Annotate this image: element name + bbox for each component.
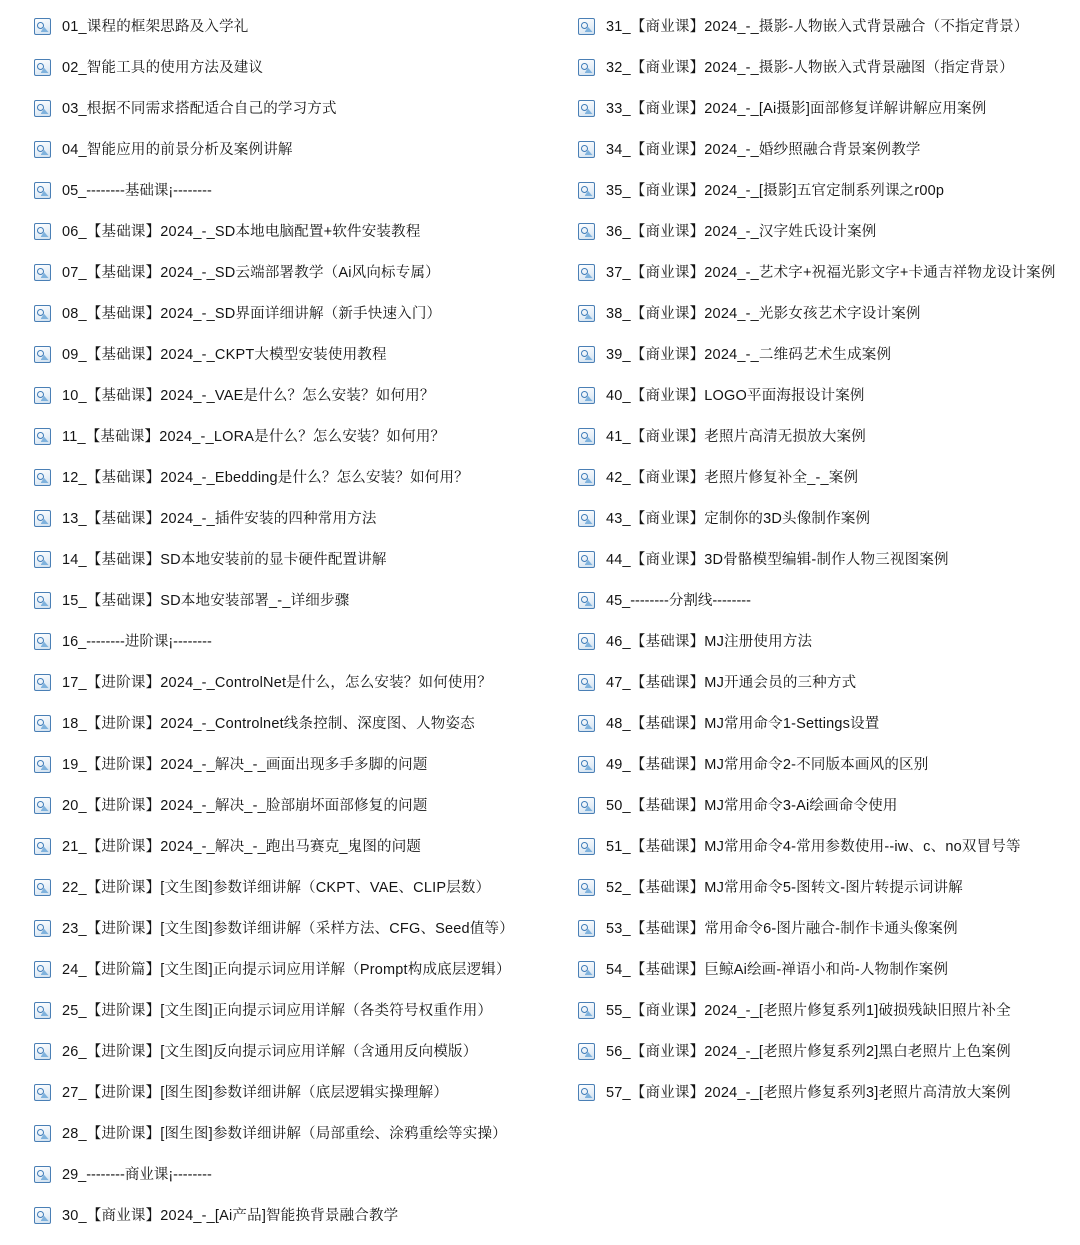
list-item-label: 09_【基础课】2024_-_CKPT大模型安装使用教程: [62, 346, 387, 363]
list-item-label: 20_【进阶课】2024_-_解决_-_脸部崩坏面部修复的问题: [62, 797, 428, 814]
list-item-label: 57_【商业课】2024_-_[老照片修复系列3]老照片高清放大案例: [606, 1084, 1011, 1101]
list-item-label: 22_【进阶课】[文生图]参数详细讲解（CKPT、VAE、CLIP层数）: [62, 879, 491, 896]
list-item-label: 40_【商业课】LOGO平面海报设计案例: [606, 387, 865, 404]
list-item[interactable]: [34, 1072, 540, 1113]
list-item-label: 14_【基础课】SD本地安装前的显卡硬件配置讲解: [62, 551, 387, 568]
list-item-label: 17_【进阶课】2024_-_ControlNet是什么，怎么安装？如何使用？: [62, 674, 493, 691]
list-item-label: 27_【进阶课】[图生图]参数详细讲解（底层逻辑实操理解）: [62, 1084, 449, 1101]
video-file-icon: [578, 674, 595, 691]
list-item-label: 12_【基础课】2024_-_Ebedding是什么？怎么安装？如何用？: [62, 469, 469, 486]
video-file-icon: [578, 756, 595, 773]
list-item-label: 11_【基础课】2024_-_LORA是什么？怎么安装？如何用？: [62, 428, 446, 445]
list-item-label: 46_【基础课】MJ注册使用方法: [606, 633, 813, 650]
list-item-label: 50_【基础课】MJ常用命令3-Ai绘画命令使用: [606, 797, 898, 814]
video-file-icon: [34, 551, 51, 568]
list-item-label: 28_【进阶课】[图生图]参数详细讲解（局部重绘、涂鸦重绘等实操）: [62, 1125, 507, 1142]
list-item[interactable]: [578, 867, 1080, 908]
list-item[interactable]: [34, 47, 540, 88]
video-file-icon: [34, 1084, 51, 1101]
list-item-label: 19_【进阶课】2024_-_解决_-_画面出现多手多脚的问题: [62, 756, 428, 773]
list-item[interactable]: [578, 170, 1080, 211]
list-item[interactable]: [34, 1154, 540, 1195]
list-item[interactable]: [578, 416, 1080, 457]
video-file-icon: [34, 1125, 51, 1142]
video-file-icon: [578, 387, 595, 404]
video-file-icon: [34, 838, 51, 855]
list-item[interactable]: [34, 826, 540, 867]
video-file-icon: [34, 59, 51, 76]
list-item-label: 24_【进阶篇】[文生图]正向提示词应用详解（Prompt构成底层逻辑）: [62, 961, 511, 978]
list-item-label: 02_智能工具的使用方法及建议: [62, 59, 264, 76]
list-item[interactable]: [578, 6, 1080, 47]
list-item[interactable]: [34, 416, 540, 457]
list-item-label: 54_【基础课】巨鲸Ai绘画-禅语小和尚-人物制作案例: [606, 961, 949, 978]
list-item[interactable]: [34, 949, 540, 990]
list-item-label: 51_【基础课】MJ常用命令4-常用参数使用--iw、c、no双冒号等: [606, 838, 1021, 855]
list-item[interactable]: [578, 334, 1080, 375]
list-item-label: 36_【商业课】2024_-_汉字姓氏设计案例: [606, 223, 877, 240]
list-item[interactable]: [578, 47, 1080, 88]
list-item[interactable]: [578, 293, 1080, 334]
video-file-icon: [578, 920, 595, 937]
video-file-icon: [578, 223, 595, 240]
list-item[interactable]: [578, 88, 1080, 129]
list-item-label: 06_【基础课】2024_-_SD本地电脑配置+软件安装教程: [62, 223, 421, 240]
video-file-icon: [578, 100, 595, 117]
list-item-label: 25_【进阶课】[文生图]正向提示词应用详解（各类符号权重作用）: [62, 1002, 493, 1019]
video-file-icon: [34, 1207, 51, 1224]
list-item-label: 21_【进阶课】2024_-_解决_-_跑出马赛克_鬼图的问题: [62, 838, 422, 855]
video-file-icon: [34, 18, 51, 35]
list-item[interactable]: [34, 252, 540, 293]
list-item[interactable]: [34, 334, 540, 375]
list-item-label: 01_课程的框架思路及入学礼: [62, 18, 249, 35]
list-item-label: 23_【进阶课】[文生图]参数详细讲解（采样方法、CFG、Seed值等）: [62, 920, 514, 937]
list-item-label: 30_【商业课】2024_-_[Ai产品]智能换背景融合教学: [62, 1207, 399, 1224]
file-list-column-right: [540, 0, 1080, 1245]
list-item-label: 49_【基础课】MJ常用命令2-不同版本画风的区别: [606, 756, 929, 773]
video-file-icon: [578, 59, 595, 76]
list-item-label: 33_【商业课】2024_-_[Ai摄影]面部修复详解讲解应用案例: [606, 100, 987, 117]
list-item-label: 05_--------基础课¡--------: [62, 182, 212, 199]
list-item[interactable]: [34, 1195, 540, 1236]
video-file-icon: [578, 1084, 595, 1101]
video-file-icon: [34, 1002, 51, 1019]
list-item-label: 53_【基础课】常用命令6-图片融合-制作卡通头像案例: [606, 920, 958, 937]
list-item[interactable]: [34, 662, 540, 703]
list-item[interactable]: [34, 867, 540, 908]
list-item-label: 31_【商业课】2024_-_摄影-人物嵌入式背景融合（不指定背景）: [606, 18, 1029, 35]
video-file-icon: [34, 1166, 51, 1183]
list-item[interactable]: [34, 539, 540, 580]
video-file-icon: [578, 264, 595, 281]
video-file-icon: [34, 715, 51, 732]
list-item-label: 44_【商业课】3D骨骼模型编辑-制作人物三视图案例: [606, 551, 949, 568]
list-item[interactable]: [34, 990, 540, 1031]
video-file-icon: [578, 961, 595, 978]
video-file-icon: [34, 100, 51, 117]
video-file-icon: [34, 674, 51, 691]
list-item[interactable]: [578, 1072, 1080, 1113]
list-item-label: 41_【商业课】老照片高清无损放大案例: [606, 428, 866, 445]
video-file-icon: [34, 346, 51, 363]
list-item-label: 55_【商业课】2024_-_[老照片修复系列1]破损残缺旧照片补全: [606, 1002, 1011, 1019]
list-item[interactable]: [578, 498, 1080, 539]
list-item-label: 52_【基础课】MJ常用命令5-图转文-图片转提示词讲解: [606, 879, 963, 896]
list-item-label: 42_【商业课】老照片修复补全_-_案例: [606, 469, 859, 486]
video-file-icon: [578, 551, 595, 568]
list-item-label: 15_【基础课】SD本地安装部署_-_详细步骤: [62, 592, 350, 609]
list-item[interactable]: [578, 457, 1080, 498]
list-item[interactable]: [578, 908, 1080, 949]
list-item-label: 29_--------商业课¡--------: [62, 1166, 212, 1183]
video-file-icon: [34, 592, 51, 609]
list-item[interactable]: [578, 744, 1080, 785]
list-item-label: 26_【进阶课】[文生图]反向提示词应用详解（含通用反向模版）: [62, 1043, 478, 1060]
video-file-icon: [34, 223, 51, 240]
video-file-icon: [578, 469, 595, 486]
list-item-label: 45_--------分割线--------: [606, 592, 751, 609]
video-file-icon: [578, 1002, 595, 1019]
video-file-icon: [34, 756, 51, 773]
list-item-label: 35_【商业课】2024_-_[摄影]五官定制系列课之r00p: [606, 182, 945, 199]
list-item[interactable]: [34, 498, 540, 539]
list-item[interactable]: [34, 785, 540, 826]
list-item-label: 56_【商业课】2024_-_[老照片修复系列2]黑白老照片上色案例: [606, 1043, 1011, 1060]
list-item[interactable]: [578, 252, 1080, 293]
video-file-icon: [34, 182, 51, 199]
list-item-label: 48_【基础课】MJ常用命令1-Settings设置: [606, 715, 880, 732]
list-item[interactable]: [578, 703, 1080, 744]
video-file-icon: [34, 387, 51, 404]
list-item-label: 47_【基础课】MJ开通会员的三种方式: [606, 674, 857, 691]
list-item[interactable]: [34, 129, 540, 170]
video-file-icon: [578, 141, 595, 158]
list-item-label: 08_【基础课】2024_-_SD界面详细讲解（新手快速入门）: [62, 305, 442, 322]
list-item-label: 38_【商业课】2024_-_光影女孩艺术字设计案例: [606, 305, 921, 322]
list-item[interactable]: [578, 990, 1080, 1031]
video-file-icon: [34, 510, 51, 527]
list-item[interactable]: [34, 375, 540, 416]
video-file-icon: [578, 797, 595, 814]
list-item[interactable]: [34, 293, 540, 334]
list-item[interactable]: [34, 1113, 540, 1154]
list-item-label: 32_【商业课】2024_-_摄影-人物嵌入式背景融图（指定背景）: [606, 59, 1014, 76]
list-item[interactable]: [578, 539, 1080, 580]
video-file-icon: [578, 715, 595, 732]
list-item[interactable]: [34, 580, 540, 621]
list-item[interactable]: [34, 703, 540, 744]
list-item[interactable]: [578, 949, 1080, 990]
video-file-icon: [34, 141, 51, 158]
list-item-label: 34_【商业课】2024_-_婚纱照融合背景案例教学: [606, 141, 921, 158]
list-item-label: 07_【基础课】2024_-_SD云端部署教学（Ai风向标专属）: [62, 264, 440, 281]
video-file-icon: [34, 961, 51, 978]
list-item[interactable]: [34, 908, 540, 949]
list-item[interactable]: [578, 1031, 1080, 1072]
video-file-icon: [578, 182, 595, 199]
list-item[interactable]: [578, 129, 1080, 170]
list-item-label: 04_智能应用的前景分析及案例讲解: [62, 141, 293, 158]
list-item[interactable]: [578, 785, 1080, 826]
video-file-icon: [578, 592, 595, 609]
list-item[interactable]: [34, 170, 540, 211]
video-file-icon: [578, 510, 595, 527]
video-file-icon: [34, 797, 51, 814]
list-item-label: 13_【基础课】2024_-_插件安装的四种常用方法: [62, 510, 377, 527]
video-file-icon: [578, 18, 595, 35]
video-file-icon: [34, 920, 51, 937]
list-item[interactable]: [578, 211, 1080, 252]
list-item[interactable]: [34, 744, 540, 785]
video-file-icon: [34, 469, 51, 486]
video-file-icon: [34, 264, 51, 281]
list-item[interactable]: [34, 621, 540, 662]
video-file-icon: [578, 879, 595, 896]
video-file-icon: [578, 1043, 595, 1060]
video-file-icon: [34, 633, 51, 650]
list-item-label: 39_【商业课】2024_-_二维码艺术生成案例: [606, 346, 892, 363]
list-item-label: 43_【商业课】定制你的3D头像制作案例: [606, 510, 871, 527]
list-item[interactable]: [34, 88, 540, 129]
list-item-label: 18_【进阶课】2024_-_Controlnet线条控制、深度图、人物姿态: [62, 715, 475, 732]
list-item-label: 37_【商业课】2024_-_艺术字+祝福光影文字+卡通吉祥物龙设计案例: [606, 264, 1056, 281]
list-item[interactable]: [578, 662, 1080, 703]
video-file-icon: [578, 633, 595, 650]
list-item[interactable]: [578, 826, 1080, 867]
list-item[interactable]: [34, 457, 540, 498]
video-file-icon: [578, 346, 595, 363]
list-item[interactable]: [34, 1031, 540, 1072]
video-file-icon: [34, 305, 51, 322]
video-file-icon: [578, 838, 595, 855]
list-item[interactable]: [34, 6, 540, 47]
list-item[interactable]: [578, 375, 1080, 416]
list-item-label: 10_【基础课】2024_-_VAE是什么？怎么安装？如何用？: [62, 387, 435, 404]
list-item-label: 16_--------进阶课¡--------: [62, 633, 212, 650]
list-item[interactable]: [34, 211, 540, 252]
video-file-icon: [34, 1043, 51, 1060]
video-file-icon: [34, 428, 51, 445]
list-item[interactable]: [578, 580, 1080, 621]
list-item[interactable]: [578, 621, 1080, 662]
list-item-label: 03_根据不同需求搭配适合自己的学习方式: [62, 100, 337, 117]
video-file-icon: [34, 879, 51, 896]
video-file-icon: [578, 305, 595, 322]
video-file-icon: [578, 428, 595, 445]
